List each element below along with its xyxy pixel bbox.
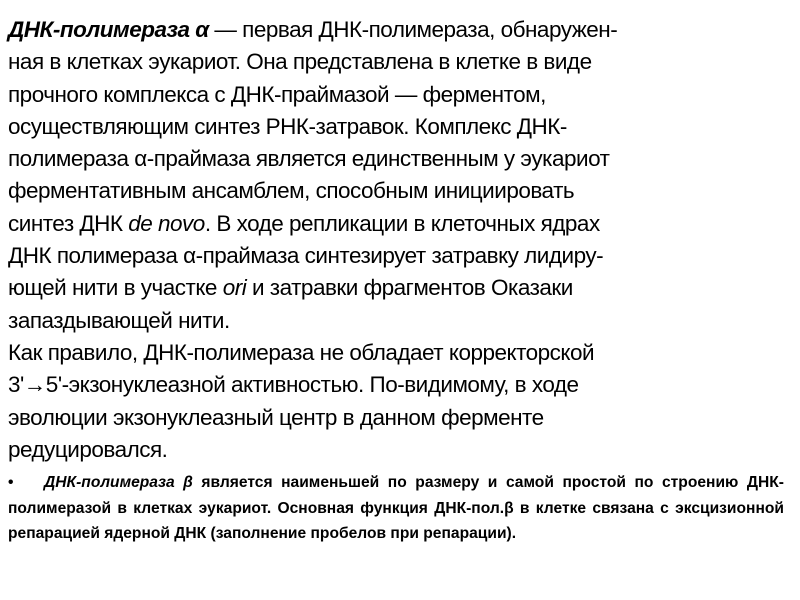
paragraph1-italic-ori: ori xyxy=(222,275,247,301)
paragraph-exonuclease: Как правило, ДНК-полимераза не обладает корректорской 3'→5'-экзонуклеазной активностью. По-видимому, в ходе эволюции экзонуклеазный центр в данном ферменте редуцировался. xyxy=(8,339,595,462)
term-polymerase-alpha: ДНК-полимераза α xyxy=(8,17,209,42)
term-polymerase-beta: ДНК-полимераза β xyxy=(44,474,193,492)
paragraph1-text-part1: — первая ДНК-полимераза, обнаружен- ная в клетках эукариот. Она представлена в клетке в виде прочного комплекса с ДНК-праймазой — ферментом, осуществляющим синтез РНК-затравок. Комплекс ДНК- полимераза α-праймаза является единственным у эукариот ферментативным ансамблем, способным инициировать синтез ДНК xyxy=(8,17,618,236)
bullet-text: является наименьшей по размеру и самой простой по строению ДНК-полимеразой в клетках эукариот. Основная функция ДНК-пол.β в клетке связана с эксцизионной репарацией ядерной ДНК (заполнение пробелов при репарации). xyxy=(8,474,784,542)
paragraph1-italic-de-novo: de novo xyxy=(128,210,205,236)
slide-content xyxy=(8,14,784,546)
paragraph-polymerase-alpha xyxy=(8,14,784,337)
paragraph1-text-part3: и затравки фрагментов Оказаки запаздывающей нити. xyxy=(8,275,573,333)
paragraph1-text-part2: . В ходе репликации в клеточных ядрах ДНК полимераза α-праймаза синтезирует затравку лидиру- ющей нити в участке xyxy=(8,210,604,301)
bullet-icon: • xyxy=(8,474,14,492)
bullet-polymerase-beta xyxy=(8,470,784,546)
